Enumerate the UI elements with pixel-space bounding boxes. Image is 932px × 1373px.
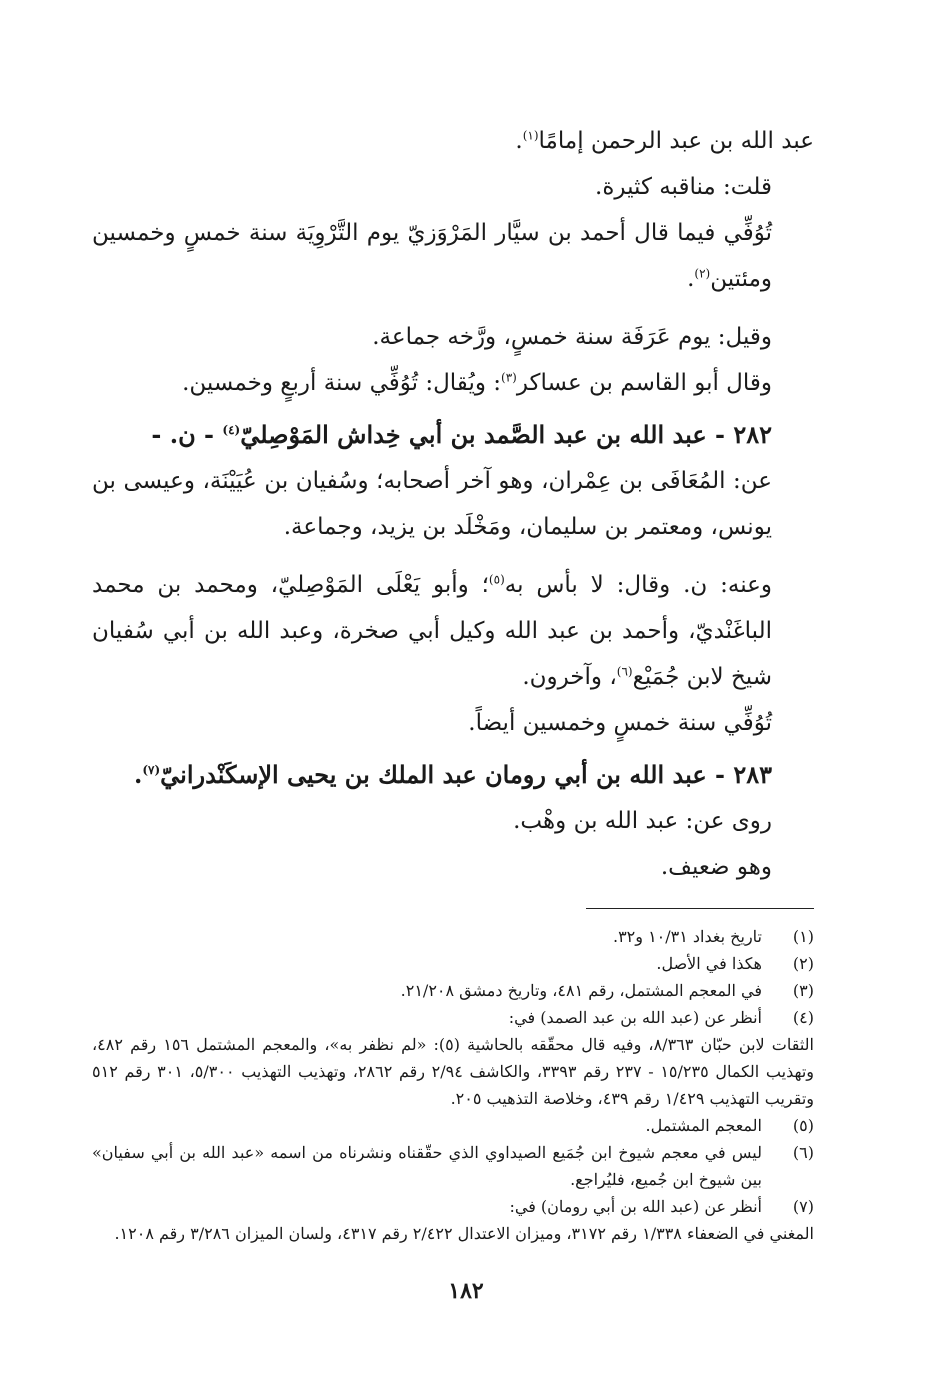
footnote-4-continuation: الثقات لابن حبّان ٨/٣٦٣، وفيه قال محقّقه بالحاشية (٥): «لم نظفر به»، والمعجم المشتمل ١٥٦ رقم ٤٨٢، وتهذيب الكمال ١٥/٢٣٥ - ٢٣٧ رقم ٣٣٩٣، والكاشف ٢/٩٤ رقم ٢٨٦٢، وتهذيب التهذيب ٥/٣٠٠، ٣٠١ رقم ٥١٢ وتقريب التهذيب ١/٤٢٩ رقم ٤٣٩، وخلاصة التذهيب ٢٠٥. (92, 1035, 815, 1108)
paragraph-3 (92, 210, 814, 302)
footnote-7-continuation: المغني في الضعفاء ١/٣٣٨ رقم ٣١٧٢، وميزان الاعتدال ٢/٤٢٢ رقم ٤٣١٧، ولسان الميزان ٣/٢٨٦ رقم ١٢٠٨. (114, 1224, 814, 1243)
footnote-ref: (٦) (616, 664, 633, 679)
text: وعنه: ن. وقال: لا بأس به (504, 572, 772, 598)
footnote-ref: (١) (522, 128, 539, 143)
footnote-number: (٤) (792, 1008, 814, 1027)
footnote-number: (١) (792, 927, 814, 946)
entry-heading-283 (92, 752, 814, 798)
footnote-text: هكذا في الأصل. (656, 954, 762, 973)
footnote-text: المعجم المشتمل. (645, 1116, 762, 1135)
paragraph-10: وهو ضعيف. (660, 854, 772, 880)
footnote-number: (٣) (792, 981, 814, 1000)
main-text (92, 118, 814, 890)
text: ؛ وأبو يَعْلَى المَوْصِليّ، ومحمد بن محمد الباغَنْديّ، وأحمد بن عبد الله وكيل أبي صخرة، وعبد الله بن أبي سُفيان شيخ لابن جُمَيْع (92, 572, 772, 690)
footnote-number: (٧) (792, 1197, 814, 1216)
footnote-text: أنظر عن (عبد الله بن عبد الصمد) في: (508, 1008, 762, 1027)
footnote-3 (92, 977, 814, 1004)
text: - ن. - (151, 420, 223, 449)
paragraph-5 (92, 360, 814, 406)
text: عبد الله بن عبد الرحمن إمامًا (538, 128, 814, 154)
paragraph-4: وقيل: يوم عَرَفَة سنة خمسٍ، ورَّخه جماعة. (372, 324, 772, 350)
text: وقال أبو القاسم بن عساكر (516, 370, 772, 396)
footnote-6 (92, 1139, 814, 1193)
footnote-number: (٦) (792, 1143, 814, 1162)
footnote-ref: (٢) (694, 266, 711, 281)
footnote-text: أنظر عن (عبد الله بن أبي رومان) في: (509, 1197, 762, 1216)
footnote-2 (92, 950, 814, 977)
paragraph-9: روى عن: عبد الله بن وهْب. (513, 808, 772, 834)
footnote-5 (92, 1112, 814, 1139)
footnote-text: في المعجم المشتمل، رقم ٤٨١، وتاريخ دمشق ٢١/٢٠٨. (400, 981, 762, 1000)
text: ، وآخرون. (522, 664, 617, 690)
paragraph-1 (92, 118, 814, 164)
text: . (133, 760, 143, 789)
footnote-ref: (٥) (488, 572, 505, 587)
paragraph-7 (92, 562, 814, 700)
paragraph-6: عن: المُعَافَى بن عِمْران، وهو آخر أصحابه؛ وسُفيان بن عُيَيْنَة، وعيسى بن يونس، ومعتمر بن سليمان، ومَخْلَد بن يزيد، وجماعة. (92, 468, 772, 540)
footnote-1 (92, 923, 814, 950)
footnote-text: تاريخ بغداد ١٠/٣١ و٣٢. (612, 927, 762, 946)
footnote-7 (92, 1193, 814, 1220)
paragraph-2: قلت: مناقبه كثيرة. (595, 174, 772, 200)
footnote-number: (٢) (792, 954, 814, 973)
footnote-text: ليس في معجم شيوخ ابن جُمَيع الصيداوي الذي حقّقناه ونشرناه من اسمه «عبد الله بن أبي سفيان» بين شيوخ ابن جُميع، فليُراجع. (92, 1143, 762, 1189)
text: . (687, 266, 695, 292)
footnote-4 (92, 1004, 814, 1031)
text: تُوُفِّي فيما قال أحمد بن سيَّار المَرْوَزيّ يوم التَّرْوِيَة سنة خمسٍ وخمسين ومئتين (92, 220, 772, 292)
text: ٢٨٣ - عبد الله بن أبي رومان عبد الملك بن يحيى الإسكَنْدرانيّ (160, 760, 772, 789)
text: . (515, 128, 523, 154)
text: ٢٨٢ - عبد الله بن عبد الصَّمد بن أبي خِداش المَوْصِليّ (240, 420, 772, 449)
footnote-ref: (٧) (142, 763, 161, 777)
page-number: ١٨٢ (448, 1278, 484, 1304)
entry-heading-282 (92, 412, 814, 458)
footnote-ref: (٣) (501, 370, 517, 385)
page-body (92, 118, 814, 1247)
footnotes (92, 923, 814, 1247)
paragraph-8: تُوُفِّي سنة خمسٍ وخمسين أيضاً. (468, 710, 772, 736)
footnote-divider (586, 908, 814, 909)
footnote-number: (٥) (792, 1116, 814, 1135)
text: : ويُقال: تُوُفِّي سنة أربعٍ وخمسين. (182, 370, 502, 396)
footnote-ref: (٤) (222, 423, 241, 437)
